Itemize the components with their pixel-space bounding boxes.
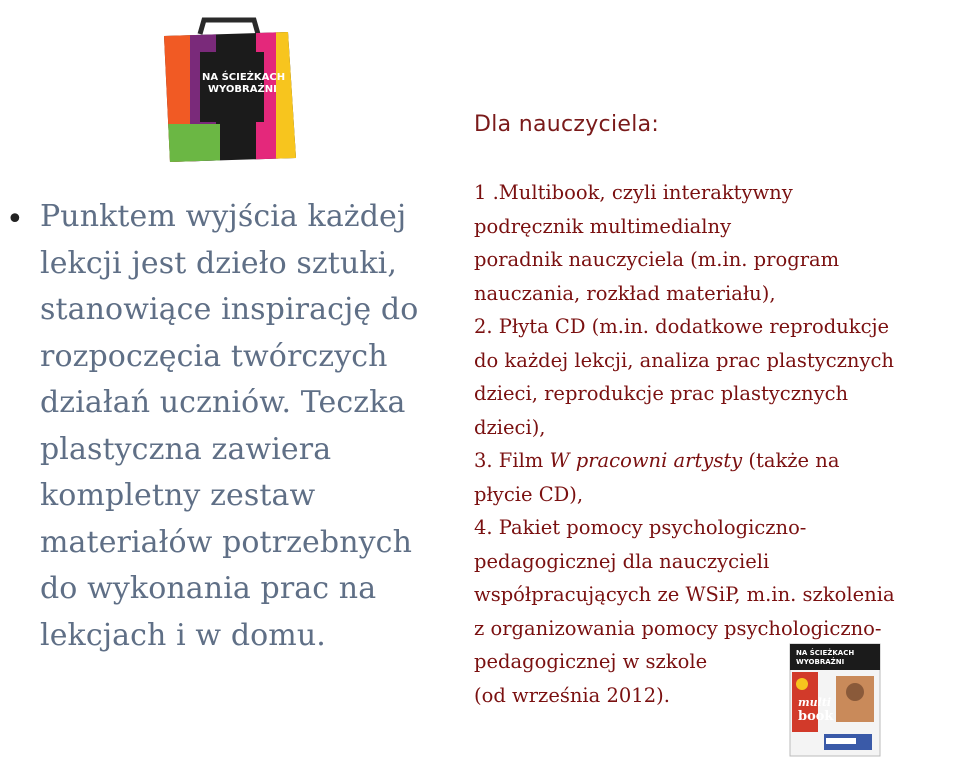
cover-title-line1: NA ŚCIEŻKACH [796,649,855,657]
list-line: 4. Pakiet pomocy psychologiczno- [474,516,807,539]
left-line: lekcjach i w domu. [40,617,326,653]
art-folder-image [160,12,300,162]
left-line: plastyczna zawiera [40,431,332,467]
list-line: współpracujących ze WSiP, m.in. szkolenia [474,583,895,606]
left-line: stanowiące inspirację do [40,292,419,327]
left-paragraph [40,194,460,659]
left-line: działań uczniów. Teczka [40,385,406,420]
list-line: dzieci), [474,415,546,439]
cover-title-line2: WYOBRAŹNI [796,658,845,666]
list-line: dzieci, reprodukcje prac plastycznych [474,382,849,405]
list-line: podręcznik multimedialny [474,214,732,238]
left-line: kompletny zestaw [40,478,316,513]
brand-multi: multi [798,696,832,709]
list-line: pedagogicznej w szkole [474,650,708,673]
item3-suffix: (także na [742,449,840,472]
list-line: (od września 2012). [474,683,670,707]
list-line: z organizowania pomocy psychologiczno- [474,616,882,640]
folder-title-line2: WYOBRAŹNI [208,84,277,95]
item3-prefix: 3. Film [474,449,550,472]
film-title: W pracowni artysty [549,449,743,472]
left-line: do wykonania prac na [40,571,377,606]
list-line: płycie CD), [474,482,584,506]
left-line: materiałów potrzebnych [40,524,412,560]
left-line: rozpoczęcia twórczych [40,338,388,374]
teacher-heading: Dla nauczyciela: [474,112,660,137]
list-line: 1 .Multibook, czyli interaktywny [474,181,793,204]
folder-title-line1: NA ŚCIEŻKACH [202,72,286,83]
list-line: poradnik nauczyciela (m.in. program [474,248,840,271]
left-line: Punktem wyjścia każdej [40,199,407,234]
teacher-resources-list [474,176,960,712]
left-line: lekcji jest dzieło sztuki, [40,245,397,281]
list-line: 2. Płyta CD (m.in. dodatkowe reprodukcje [474,315,890,338]
list-line: nauczania, rozkład materiału), [474,281,776,305]
list-line: do każdej lekcji, analiza prac plastycznych [474,348,894,372]
multibook-box-image [786,642,886,758]
brand-book: book [798,709,834,724]
list-line: pedagogicznej dla nauczycieli [474,549,770,573]
list-line [474,444,960,478]
bullet-icon: • [6,202,24,237]
